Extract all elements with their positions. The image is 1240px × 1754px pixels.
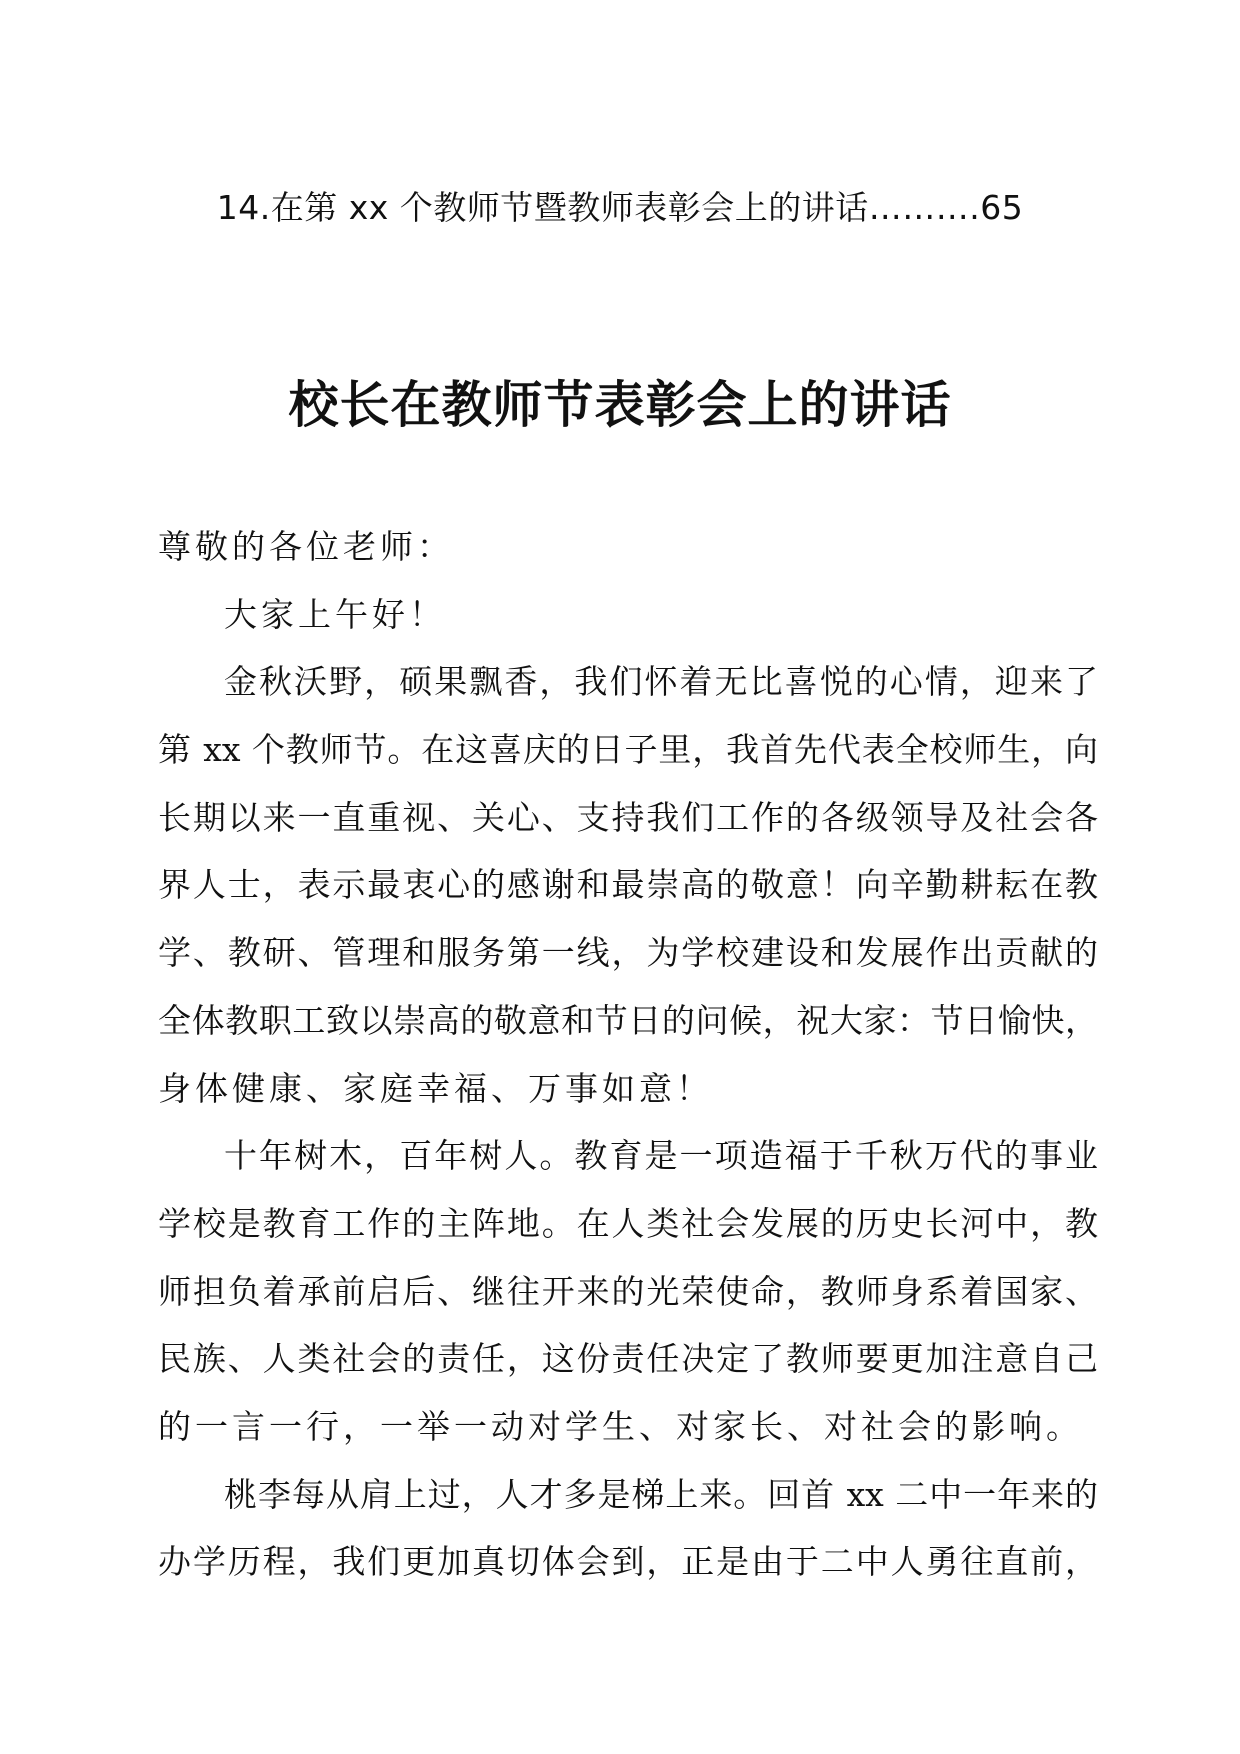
paragraph-1-line-7: 身体健康、家庭幸福、万事如意！ [158,1068,713,1108]
salutation: 尊敬的各位老师： [158,527,454,566]
speech-body [158,513,1098,1596]
paragraph-1-line-4: 界人士，表示最衷心的感谢和最崇高的敬意！向辛勤耕耘在教 [158,865,1098,905]
paragraph-3-line-1: 桃李每从肩上过，人才多是梯上来。回首 xx 二中一年来的 [224,1474,1098,1514]
paragraph-2-line-2: 学校是教育工作的主阵地。在人类社会发展的历史长河中，教 [158,1203,1098,1243]
paragraph-1-line-6: 全体教职工致以崇高的敬意和节日的问候，祝大家：节日愉快， [158,1000,1098,1040]
paragraph-2-line-5: 的一言一行，一举一动对学生、对家长、对社会的影响。 [158,1406,1083,1446]
paragraph-2-line-1: 十年树木，百年树人。教育是一项造福于千秋万代的事业 [224,1136,1098,1176]
paragraph-2-line-4: 民族、人类社会的责任，这份责任决定了教师要更加注意自己 [158,1339,1098,1379]
greeting: 大家上午好！ [224,594,446,634]
paragraph-3-line-2: 办学历程，我们更加真切体会到，正是由于二中人勇往直前， [158,1542,1098,1582]
paragraph-1-line-5: 学、教研、管理和服务第一线，为学校建设和发展作出贡献的 [158,933,1098,973]
paragraph-2-line-3: 师担负着承前启后、继往开来的光荣使命，教师身系着国家、 [158,1271,1098,1311]
page-title: 校长在教师节表彰会上的讲话 [288,375,952,434]
toc-entry: 14.在第 xx 个教师节暨教师表彰会上的讲话……….65 [216,188,1024,227]
paragraph-1-line-2: 第 xx 个教师节。在这喜庆的日子里，我首先代表全校师生，向 [158,730,1098,770]
paragraph-1-line-3: 长期以来一直重视、关心、支持我们工作的各级领导及社会各 [158,797,1098,837]
paragraph-1-line-1: 金秋沃野，硕果飘香，我们怀着无比喜悦的心情，迎来了 [224,662,1098,702]
